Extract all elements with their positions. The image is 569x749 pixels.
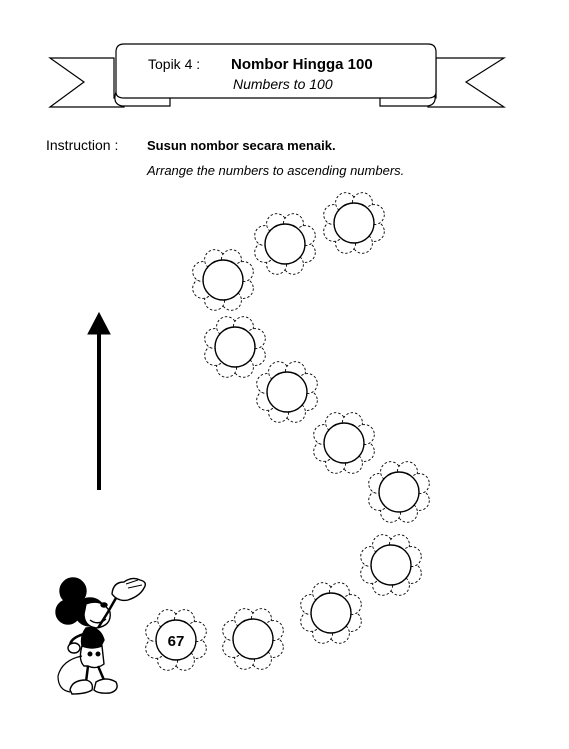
flower-blank[interactable] (324, 193, 385, 254)
flower-sequence (146, 193, 430, 671)
flower-blank[interactable] (193, 250, 254, 311)
mouse-shoe-left (70, 680, 92, 694)
banner-left-tail (50, 58, 124, 107)
title-malay: Nombor Hingga 100 (231, 56, 373, 73)
cartoon-mouse-clipart (56, 578, 145, 694)
instruction-label: Instruction : (46, 137, 119, 153)
flower-blank[interactable] (257, 362, 318, 423)
topic-label: Topik 4 : (148, 56, 201, 72)
instruction-text-english: Arrange the numbers to ascending numbers. (147, 163, 405, 178)
banner-right-tail (428, 58, 504, 107)
flower-blank[interactable] (223, 609, 284, 670)
flower-start (146, 610, 207, 671)
flower-blank[interactable] (361, 535, 422, 596)
mouse-shorts (80, 646, 104, 668)
flower-blank[interactable] (314, 413, 375, 474)
mouse-body (82, 628, 105, 649)
instruction-text-malay: Susun nombor secara menaik. (147, 138, 336, 153)
flower-blank[interactable] (301, 583, 362, 644)
start-number: 67 (167, 633, 185, 650)
mouse-shoe-right (94, 679, 117, 693)
title-english: Numbers to 100 (233, 76, 333, 92)
flower-blank[interactable] (255, 214, 316, 275)
mouse-glove (112, 578, 145, 600)
flower-blank[interactable] (369, 462, 430, 523)
up-arrow (88, 313, 110, 490)
flower-blank[interactable] (205, 317, 266, 378)
